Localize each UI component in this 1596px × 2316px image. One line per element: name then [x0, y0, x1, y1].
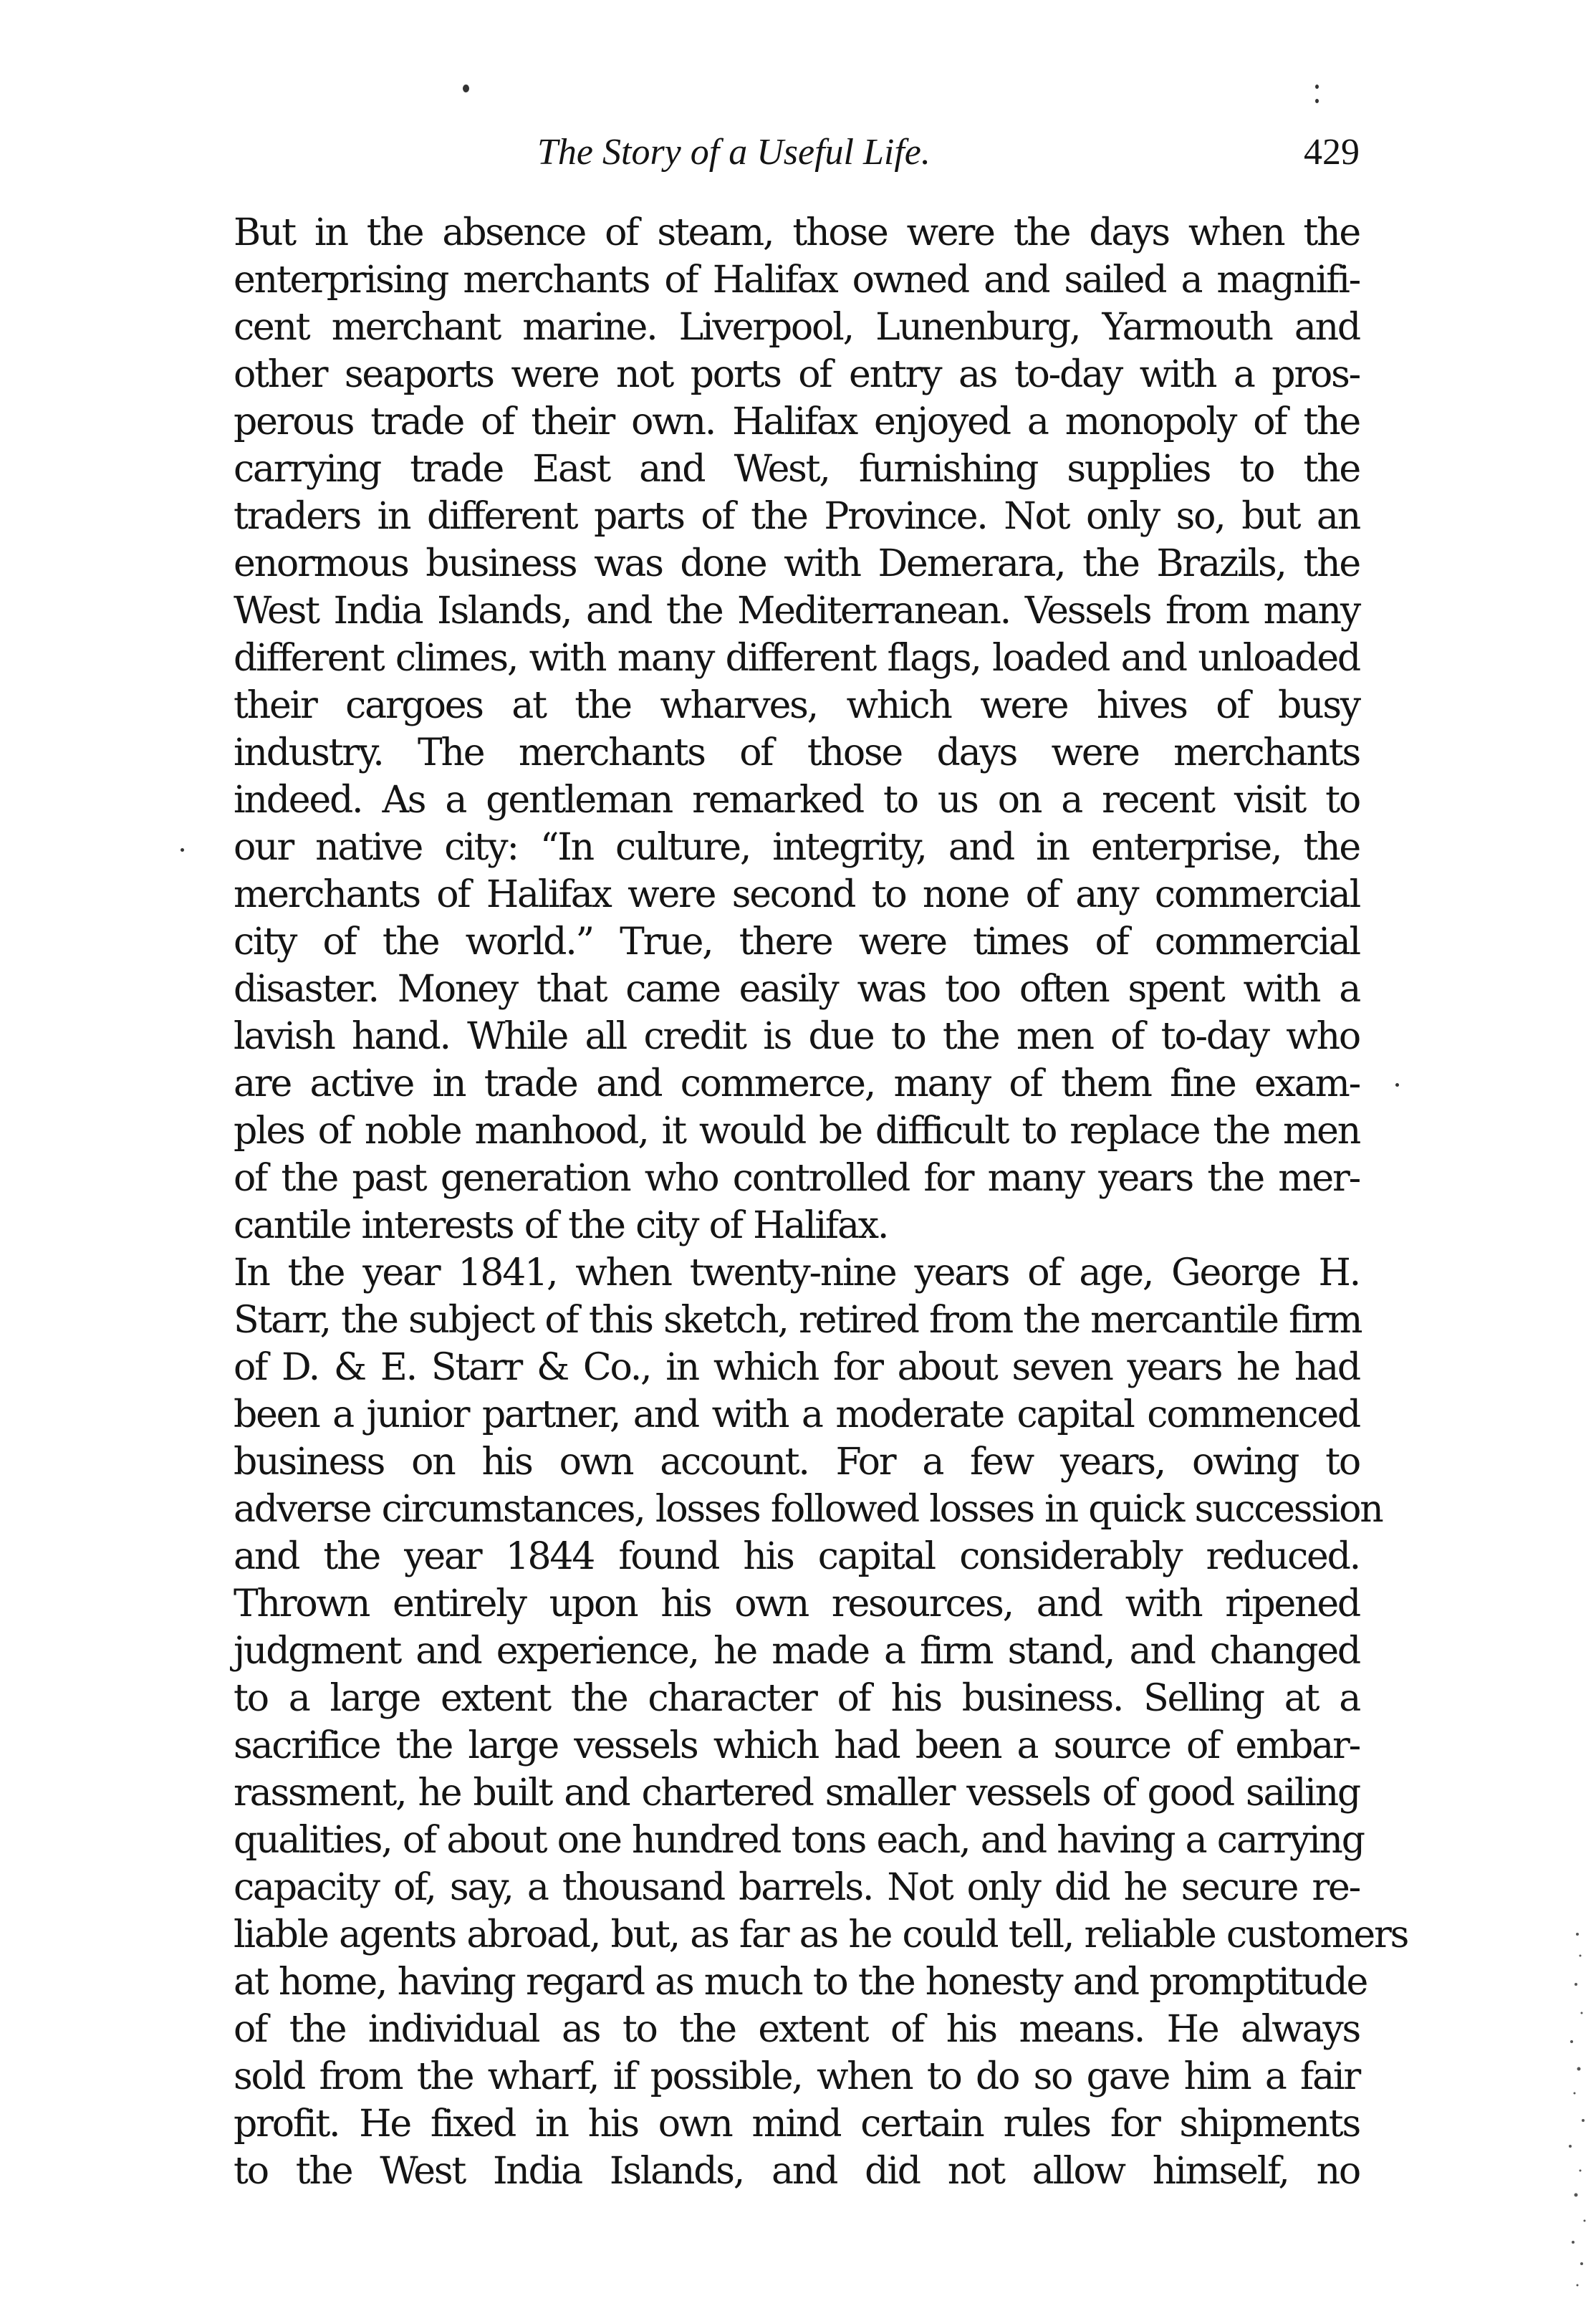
- text-line: business on his own account. For a few years, owing to: [234, 1441, 1360, 1484]
- text-line: cent merchant marine. Liverpool, Lunenburg, Yarmouth and: [234, 306, 1360, 349]
- text-line: enterprising merchants of Halifax owned and sailed a magnifi-: [234, 259, 1360, 302]
- text-line: indeed. As a gentleman remarked to us on a recent visit to: [234, 779, 1360, 822]
- text-line: and the year 1844 found his capital considerably reduced.: [234, 1535, 1360, 1578]
- text-line: lavish hand. While all credit is due to the men of to-day who: [234, 1015, 1360, 1058]
- text-line: industry. The merchants of those days were merchants: [234, 731, 1360, 774]
- page-header: [234, 128, 1360, 178]
- ink-speck: [463, 85, 469, 92]
- text-line: of the past generation who controlled for many years the mer-: [234, 1157, 1360, 1200]
- text-line: our native city: “In culture, integrity, and in enterprise, the: [234, 826, 1360, 869]
- text-line: different climes, with many different flags, loaded and unloaded: [234, 637, 1360, 680]
- text-line: their cargoes at the wharves, which were hives of busy: [234, 684, 1360, 727]
- text-line: other seaports were not ports of entry as to-day with a pros-: [234, 353, 1360, 396]
- paragraph-1: [234, 209, 1360, 1249]
- text-line: sold from the wharf, if possible, when to do so gave him a fair: [234, 2055, 1360, 2098]
- text-line: qualities, of about one hundred tons each, and having a carrying: [234, 1819, 1364, 1862]
- text-line: Starr, the subject of this sketch, retired from the mercantile firm: [234, 1299, 1362, 1342]
- text-line: disaster. Money that came easily was too often spent with a: [234, 968, 1360, 1011]
- text-line: carrying trade East and West, furnishing supplies to the: [234, 448, 1360, 491]
- text-line: of the individual as to the extent of his means. He always: [234, 2008, 1360, 2051]
- paragraph-2: [234, 1249, 1408, 2195]
- scan-edge-noise: [1540, 1906, 1590, 2307]
- text-line: adverse circumstances, losses followed losses in quick succession: [234, 1488, 1383, 1531]
- running-title: The Story of a Useful Life.: [537, 132, 931, 173]
- text-line: to a large extent the character of his business. Selling at a: [234, 1677, 1360, 1720]
- text-line: been a junior partner, and with a moderate capital commenced: [234, 1393, 1360, 1436]
- text-line: sacrifice the large vessels which had been a source of embar-: [234, 1724, 1360, 1767]
- text-line: to the West India Islands, and did not allow himself, no: [234, 2150, 1360, 2193]
- page-number: 429: [1304, 132, 1360, 173]
- ink-speck: [1315, 99, 1319, 103]
- ink-speck: [1315, 85, 1319, 89]
- text-line: of D. & E. Starr & Co., in which for about seven years he had: [234, 1346, 1360, 1389]
- text-line: But in the absence of steam, those were the days when the: [234, 211, 1360, 254]
- text-line: In the year 1841, when twenty-nine years of age, George H.: [234, 1251, 1360, 1294]
- text-line: West India Islands, and the Mediterranean. Vessels from many: [234, 590, 1360, 633]
- text-line: are active in trade and commerce, many of them fine exam-: [234, 1062, 1360, 1105]
- text-line: at home, having regard as much to the honesty and promptitude: [234, 1961, 1367, 2004]
- text-line: ples of noble manhood, it would be difficult to replace the men: [234, 1110, 1360, 1153]
- text-line: cantile interests of the city of Halifax.: [234, 1204, 888, 1247]
- text-line: capacity of, say, a thousand barrels. Not only did he secure re-: [234, 1866, 1360, 1909]
- text-line: city of the world.” True, there were times of commercial: [234, 921, 1360, 964]
- ink-speck: [1395, 1083, 1399, 1087]
- ink-speck: [181, 848, 184, 852]
- text-line: judgment and experience, he made a firm stand, and changed: [234, 1630, 1360, 1673]
- text-line: perous trade of their own. Halifax enjoyed a monopoly of the: [234, 400, 1360, 443]
- text-line: traders in different parts of the Province. Not only so, but an: [234, 495, 1360, 538]
- text-line: enormous business was done with Demerara, the Brazils, the: [234, 542, 1360, 585]
- text-line: liable agents abroad, but, as far as he could tell, reliable customers: [234, 1913, 1408, 1956]
- text-line: Thrown entirely upon his own resources, and with ripened: [234, 1582, 1360, 1625]
- text-line: merchants of Halifax were second to none of any commercial: [234, 873, 1360, 916]
- body-text: [234, 209, 1408, 2195]
- text-line: rassment, he built and chartered smaller vessels of good sailing: [234, 1772, 1360, 1815]
- text-line: profit. He fixed in his own mind certain rules for shipments: [234, 2103, 1360, 2146]
